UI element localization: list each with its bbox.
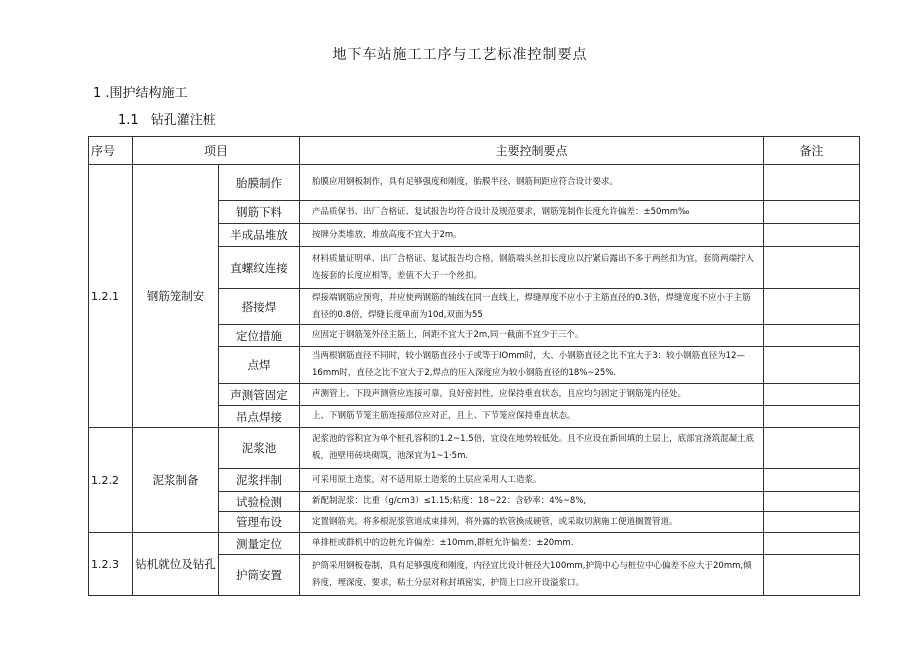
section-number: 1 (93, 86, 102, 101)
points-cell: 应固定于钢筋笼外径主筋上，间距不宜大于2m,同一截面不宜少于三个。 (300, 325, 764, 347)
section-heading-1 (93, 82, 188, 101)
remarks-cell (764, 325, 860, 347)
remarks-cell (764, 289, 860, 325)
points-cell: 当两根钢筋直径不同时，较小钢筋直径小于或等于IOmm时，大、小钢筋直径之比不宜大于3：较小钢筋直径为12—16mm时，直径之比不宜大于2,焊点的压入深度应为较小钢筋直径的18%~25%. (300, 347, 764, 384)
remarks-cell (764, 512, 860, 533)
group-name: 钢筋笼制安 (133, 165, 219, 428)
group-name: 钻机就位及钻孔 (133, 533, 219, 596)
group-no: 1.2.3 (89, 533, 133, 596)
item-cell: 搭接焊 (219, 289, 300, 325)
remarks-cell (764, 555, 860, 596)
table-row (89, 533, 860, 555)
remarks-cell (764, 224, 860, 247)
remarks-cell (764, 201, 860, 224)
points-cell: 胎膜应用钢板制作，具有足够强度和刚度，胎膜半径、钢筋间距应符合设计要求。 (300, 165, 764, 201)
item-cell: 胎膜制作 (219, 165, 300, 201)
table-row (89, 165, 860, 201)
subsection-number: 1.1 (118, 113, 139, 128)
item-cell: 定位措施 (219, 325, 300, 347)
item-cell: 钢筋下料 (219, 201, 300, 224)
document-title: 地下车站施工工序与工艺标准控制要点 (332, 47, 588, 63)
remarks-cell (764, 165, 860, 201)
header-points: 主要控制要点 (300, 137, 764, 165)
remarks-cell (764, 247, 860, 289)
header-remarks: 备注 (764, 137, 860, 165)
item-cell: 声测管固定 (219, 384, 300, 406)
points-cell: 护筒采用钢板卷制，具有足够强度和刚度，内径宜比设计桩径大100mm,护筒中心与桩位中心偏差不应大于20mm,倾斜度，埋深度、要求，粘土分层对称封填密实，护筒上口应开设溢浆口。 (300, 555, 764, 596)
table-row (89, 428, 860, 469)
points-cell: 可采用原土造浆，对不适用原土造浆的土层应采用人工造浆。 (300, 469, 764, 492)
remarks-cell (764, 533, 860, 555)
subsection-title: 钻孔灌注桩 (150, 113, 216, 128)
points-cell: 泥浆池的容积宜为单个桩孔容积的1.2~1.5倍，宜设在地势较低处。且不应设在新回填的土层上，底部宜浇筑混凝土底板，池壁用砖块砌筑，池深宜为1~1·5m. (300, 428, 764, 469)
table-header-row (89, 137, 860, 165)
remarks-cell (764, 492, 860, 512)
item-cell: 泥浆池 (219, 428, 300, 469)
item-cell: 吊点焊接 (219, 406, 300, 428)
section-heading-1-1 (118, 109, 216, 128)
points-cell: 单排桩或群机中的边桩允许偏差：±10mm,群桩允许偏差：±20mm. (300, 533, 764, 555)
section-title: .围护结构施工 (105, 86, 188, 101)
remarks-cell (764, 469, 860, 492)
item-cell: 管理布设 (219, 512, 300, 533)
group-name: 泥浆制备 (133, 428, 219, 533)
points-cell: 焊接端钢筋应预弯，并应使两钢筋的轴线在同一直线上，焊缝厚度不应小于主筋直径的0.3倍，焊缝宽度不应小于主筋直径的0.8倍，焊缝长度单面为10d,双面为55 (300, 289, 764, 325)
points-cell: 材料质量证明单、出厂合格证、复试报告均合格，钢筋端头丝扣长度应以拧紧后露出不多于两丝扣为宜，套筒两端拧入连接套的长度应相等，差值不大于一个丝扣。 (300, 247, 764, 289)
item-cell: 试验检测 (219, 492, 300, 512)
item-cell: 点焊 (219, 347, 300, 384)
item-cell: 直螺纹连接 (219, 247, 300, 289)
item-cell: 测量定位 (219, 533, 300, 555)
control-points-table (88, 136, 860, 596)
group-no: 1.2.2 (89, 428, 133, 533)
points-cell: 声测管上、下段声测管应连接可靠，良好密封性，应保持垂直状态，且应均匀固定于钢筋笼内径处。 (300, 384, 764, 406)
points-cell: 按牌分类堆放，堆放高度不宜大于2m。 (300, 224, 764, 247)
points-cell: 上、下钢筋节笼主筋连接部位应对正，且上、下节笼应保持垂直状态。 (300, 406, 764, 428)
remarks-cell (764, 406, 860, 428)
points-cell: 新配制泥浆：比重（g/cm3）≤1.15;粘度：18~22：含砂率：4%~8%, (300, 492, 764, 512)
remarks-cell (764, 384, 860, 406)
item-cell: 护筒安置 (219, 555, 300, 596)
points-cell: 定置钢筋夹，将多根泥浆管道成束排列，将外露的软管換成硬管，或采取切割施工便道搁置管道。 (300, 512, 764, 533)
header-no: 序号 (89, 137, 133, 165)
item-cell: 泥浆拌制 (219, 469, 300, 492)
item-cell: 半成品堆放 (219, 224, 300, 247)
remarks-cell (764, 347, 860, 384)
group-no: 1.2.1 (89, 165, 133, 428)
remarks-cell (764, 428, 860, 469)
header-item: 项目 (133, 137, 300, 165)
points-cell: 产品质保书、出厂合格证、复试报告均符合设计及规范要求，钢筋笼制作长度允许偏差：±50mm‰ (300, 201, 764, 224)
